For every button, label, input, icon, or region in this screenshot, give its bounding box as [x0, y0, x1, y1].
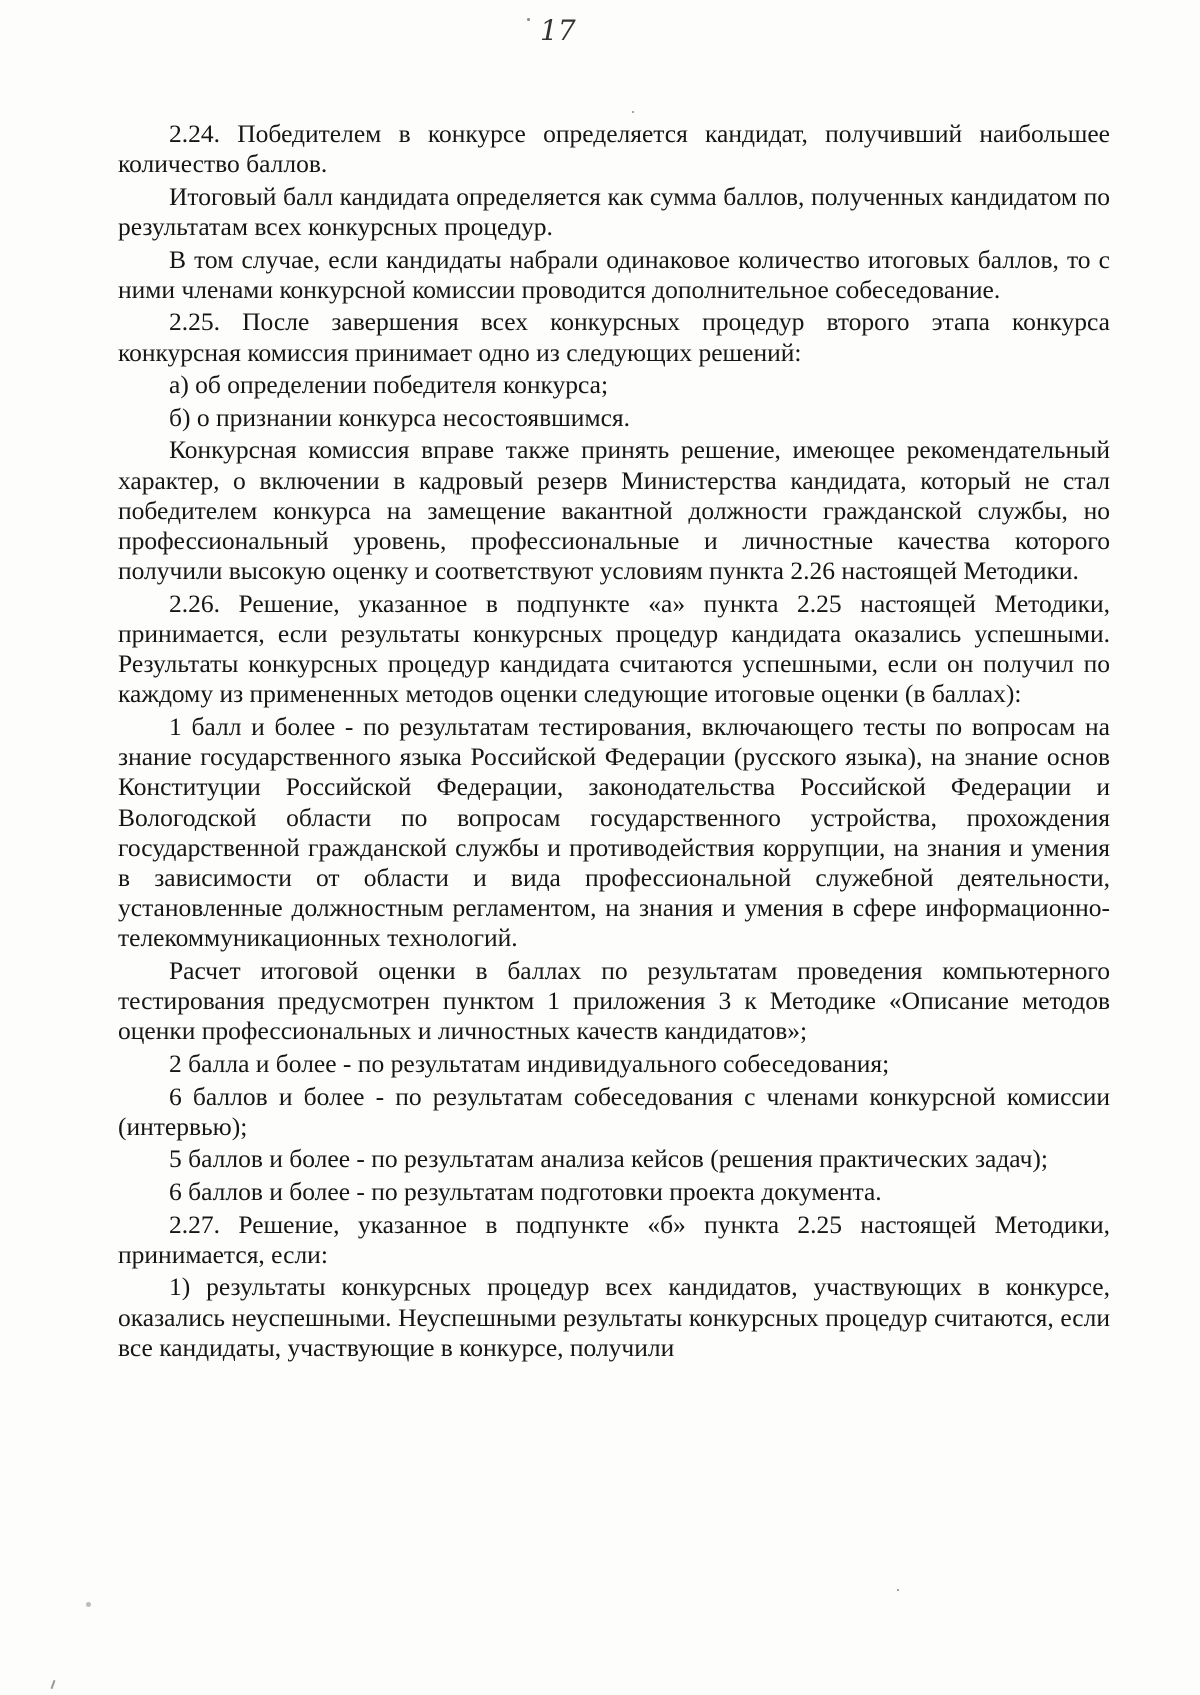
paragraph-unsuccessful: 1) результаты конкурсных процедур всех кандидатов, участвующих в конкурсе, оказались неуспешными. Неуспешными результаты конкурсных процедур считаются, если все кандидаты, участвующие в конкурсе, получили: [118, 1272, 1110, 1362]
scan-speck: [632, 111, 634, 113]
paragraph-2-24: 2.24. Победителем в конкурсе определяется кандидат, получивший наибольшее количество баллов.: [118, 119, 1110, 179]
document-body: [118, 119, 1110, 1365]
page-number: 17: [540, 14, 576, 47]
paragraph-2-27: 2.27. Решение, указанное в подпункте «б» пункта 2.25 настоящей Методики, принимается, если:: [118, 1209, 1110, 1269]
list-item-b: б) о признании конкурса несостоявшимся.: [169, 402, 631, 432]
paragraph-2-25: 2.25. После завершения всех конкурсных процедур второго этапа конкурса конкурсная комиссия принимает одно из следующих решений:: [118, 307, 1110, 367]
paragraph-case-analysis: 5 баллов и более - по результатам анализа кейсов (решения практических задач);: [169, 1144, 1049, 1174]
paragraph-document-draft: 6 баллов и более - по результатам подготовки проекта документа.: [169, 1176, 882, 1206]
scan-speck: [86, 1602, 91, 1607]
paragraph-calculation: Расчет итоговой оценки в баллах по результатам проведения компьютерного тестирования предусмотрен пунктом 1 приложения 3 к Методике «Описание методов оценки профессиональных и личностных качеств кандидатов»;: [118, 956, 1110, 1046]
paragraph-final-score: Итоговый балл кандидата определяется как сумма баллов, полученных кандидатом по результатам всех конкурсных процедур.: [118, 181, 1110, 241]
scan-edge-mark: [51, 1680, 56, 1689]
paragraph-tie-interview: В том случае, если кандидаты набрали одинаковое количество итоговых баллов, то с ними членами конкурсной комиссии проводится дополнительное собеседование.: [118, 244, 1110, 304]
paragraph-commission-interview: 6 баллов и более - по результатам собеседования с членами конкурсной комиссии (интервью);: [118, 1081, 1110, 1141]
scan-speck: [897, 1589, 899, 1591]
scan-speck: [527, 18, 530, 21]
paragraph-individual-interview: 2 балла и более - по результатам индивидуального собеседования;: [169, 1049, 890, 1078]
paragraph-reserve: Конкурсная комиссия вправе также принять решение, имеющее рекомендательный характер, о включении в кадровый резерв Министерства кандидата, который не стал победителем конкурса на замещение вакантной должности гражданской службы, но профессиональный уровень, профессиональные и личностные качества которого получили высокую оценку и соответствуют условиям пункта 2.26 настоящей Методики.: [118, 435, 1110, 586]
list-item-a: а) об определении победителя конкурса;: [169, 370, 609, 400]
paragraph-testing: 1 балл и более - по результатам тестирования, включающего тесты по вопросам на знание государственного языка Российской Федерации (русского языка), на знание основ Конституции Российской Федерации, законодательства Российской Федерации и Вологодской области по вопросам государственного устройства, прохождения государственной гражданской службы и противодействия коррупции, на знания и умения в зависимости от области и вида профессиональной служебной деятельности, установленные должностным регламентом, на знания и умения в сфере информационно-телекоммуникационных технологий.: [118, 711, 1110, 953]
paragraph-2-26: 2.26. Решение, указанное в подпункте «а» пункта 2.25 настоящей Методики, принимается, если результаты конкурсных процедур кандидата оказались успешными. Результаты конкурсных процедур кандидата считаются успешными, если он получил по каждому из примененных методов оценки следующие итоговые оценки (в баллах):: [118, 588, 1110, 709]
